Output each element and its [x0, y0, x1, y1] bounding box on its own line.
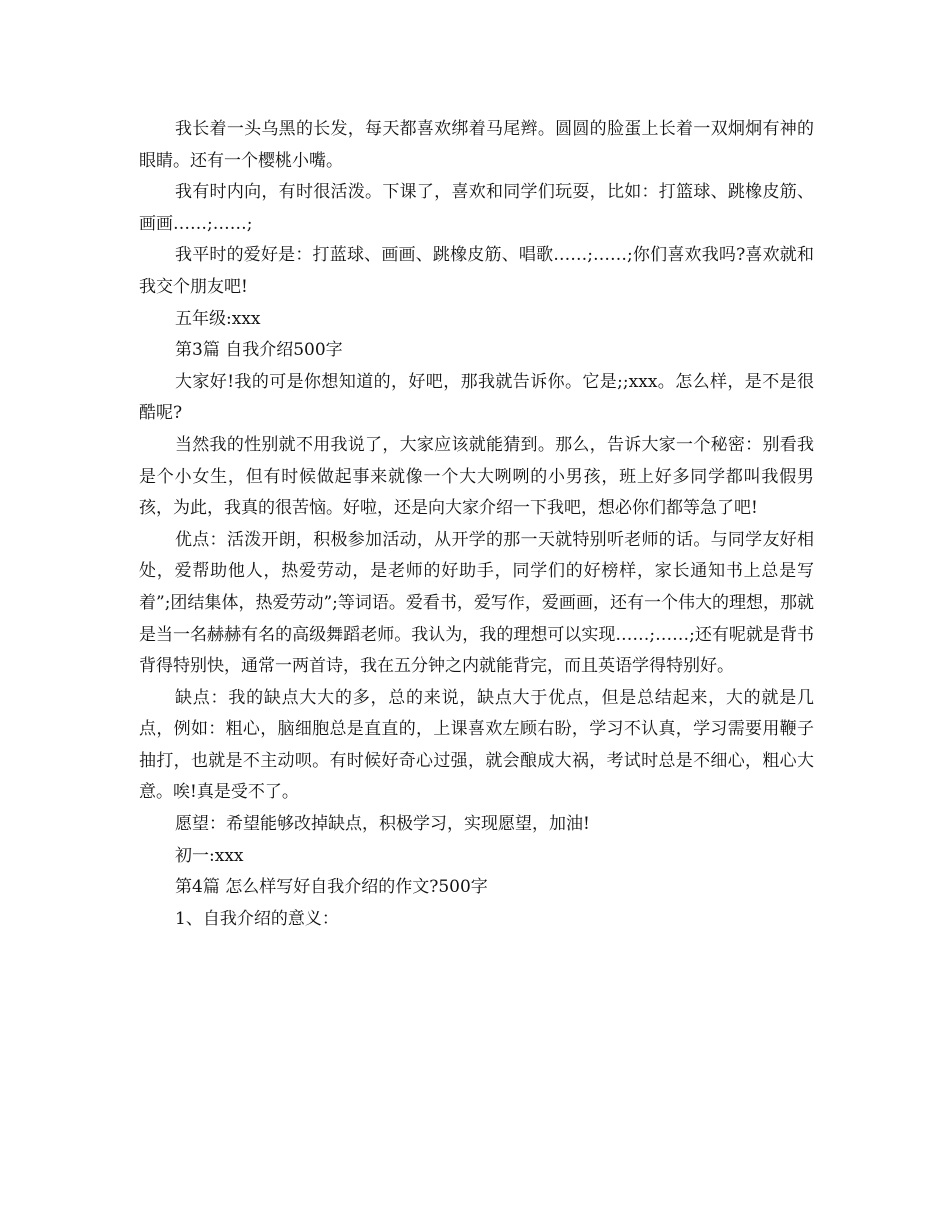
paragraph-weaknesses: 缺点：我的缺点大大的多，总的来说，缺点大于优点，但是总结起来，大的就是几点，例如：粗心，脑细胞总是直直的，上课喜欢左顾右盼，学习不认真，学习需要用鞭子抽打，也就是不主动呗。有时候好奇心过强，就会酿成大祸，考试时总是不细心，粗心大意。唉!真是受不了。 — [139, 687, 814, 803]
paragraph-strengths: 优点：活泼开朗，积极参加活动，从开学的那一天就特别听老师的话。与同学友好相处，爱帮助他人，热爱劳动，是老师的好助手，同学们的好榜样，家长通知书上总是写着”;团结集体，热爱劳动”;等词语。爱看书，爱写作，爱画画，还有一个伟大的理想，那就是当一名赫赫有名的高级舞蹈老师。我认为，我的理想可以实现……;……;还有呢就是背书背得特别快，通常一两首诗，我在五分钟之内就能背完，而且英语学得特别好。 — [139, 529, 814, 677]
author-signature-grade7: 初一:xxx — [175, 845, 244, 866]
paragraph-wish: 愿望：希望能够改掉缺点，积极学习，实现愿望，加油! — [175, 814, 590, 835]
paragraph-hobbies: 我平时的爱好是：打蓝球、画画、跳橡皮筋、唱歌……;……;你们喜欢我吗?喜欢就和我交个朋友吧! — [139, 245, 814, 297]
paragraph-appearance: 我长着一头乌黑的长发，每天都喜欢绑着马尾辫。圆圆的脸蛋上长着一双炯炯有神的眼睛。还有一个樱桃小嘴。 — [139, 119, 814, 171]
paragraph-personality: 我有时内向，有时很活泼。下课了，喜欢和同学们玩耍，比如：打篮球、跳橡皮筋、画画……;……; — [139, 182, 814, 234]
paragraph-greeting: 大家好!我的可是你想知道的，好吧，那我就告诉你。它是;;xxx。怎么样，是不是很酷呢? — [139, 371, 814, 424]
author-signature-grade5: 五年级:xxx — [175, 308, 261, 329]
paragraph-gender-secret: 当然我的性别就不用我说了，大家应该就能猜到。那么，告诉大家一个秘密：别看我是个小女生，但有时候做起事来就像一个大大咧咧的小男孩，班上好多同学都叫我假男孩，为此，我真的很苦恼。好啦，还是向大家介绍一下我吧，想必你们都等急了吧! — [139, 434, 814, 519]
section-title-4: 第4篇 怎么样写好自我介绍的作文?500字 — [175, 877, 488, 898]
document-body — [139, 114, 814, 935]
list-item-meaning: 1、自我介绍的意义： — [175, 908, 339, 929]
section-title-3: 第3篇 自我介绍500字 — [175, 340, 343, 361]
